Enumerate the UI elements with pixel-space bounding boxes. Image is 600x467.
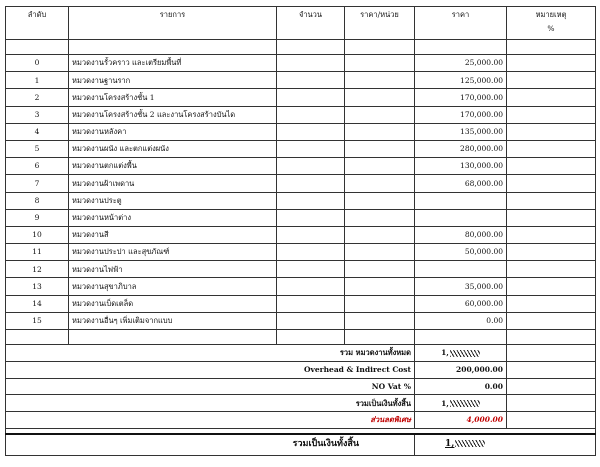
- item-name: หมวดงานสุขาภิบาล: [69, 278, 277, 295]
- summary-discount-label: ส่วนลดพิเศษ: [6, 412, 415, 429]
- item-no: 10: [6, 226, 69, 243]
- summary-subtotal-value: 1,: [441, 398, 449, 408]
- summary-vat-value: 0.00: [415, 378, 507, 395]
- header-item: รายการ: [69, 7, 277, 40]
- table-row: [6, 123, 596, 140]
- summary-vat-row: [6, 378, 596, 395]
- item-no: 1: [6, 72, 69, 89]
- item-price: [415, 192, 507, 209]
- item-price: [415, 209, 507, 226]
- table-row: [6, 106, 596, 123]
- table-row: [6, 158, 596, 175]
- summary-overhead-value: 200,000.00: [415, 361, 507, 378]
- summary-subtotal-label: รวมเป็นเงินทั้งสิ้น: [6, 395, 415, 412]
- item-no: 12: [6, 261, 69, 278]
- grand-total-value: 1,: [445, 439, 455, 450]
- item-name: หมวดงานโครงสร้างชั้น 1: [69, 89, 277, 106]
- header-qty: จำนวน: [277, 7, 345, 40]
- summary-total-cell: [415, 345, 507, 362]
- item-name: หมวดงานอื่นๆ เพิ่มเติมจากแบบ: [69, 312, 277, 329]
- item-name: หมวดงานไฟฟ้า: [69, 261, 277, 278]
- item-price: 170,000.00: [415, 89, 507, 106]
- redaction-scribble: [450, 400, 480, 407]
- header-unit-price: ราคา/หน่วย: [345, 7, 415, 40]
- item-name: หมวดงานประปา และสุขภัณฑ์: [69, 244, 277, 261]
- summary-subtotal-cell: [415, 395, 507, 412]
- item-price: 125,000.00: [415, 72, 507, 89]
- header-remark-unit: %: [547, 23, 555, 33]
- summary-discount-value: 4,000.00: [415, 412, 507, 429]
- summary-total-label: รวม หมวดงานทั้งหมด: [6, 345, 415, 362]
- table-row: [6, 192, 596, 209]
- summary-total-row: [6, 345, 596, 362]
- item-price: 170,000.00: [415, 106, 507, 123]
- item-name: หมวดงานเบ็ดเตล็ด: [69, 295, 277, 312]
- table-row: [6, 226, 596, 243]
- header-no: ลำดับ: [6, 7, 69, 40]
- table-row: [6, 72, 596, 89]
- item-no: 8: [6, 192, 69, 209]
- table-row: [6, 55, 596, 72]
- summary-subtotal-row: [6, 395, 596, 412]
- boq-table: [5, 6, 596, 456]
- item-no: 11: [6, 244, 69, 261]
- grand-total-row: [6, 434, 596, 456]
- header-price: ราคา: [415, 7, 507, 40]
- item-no: 3: [6, 106, 69, 123]
- item-name: หมวดงานหน้าต่าง: [69, 209, 277, 226]
- item-price: [415, 261, 507, 278]
- table-row-spacer: [6, 40, 596, 55]
- item-name: หมวดงานรั้วคราว และเตรียมพื้นที่: [69, 55, 277, 72]
- item-no: 2: [6, 89, 69, 106]
- item-price: 130,000.00: [415, 158, 507, 175]
- table-row-spacer: [6, 330, 596, 345]
- redaction-scribble: [450, 350, 480, 357]
- item-name: หมวดงานประตู: [69, 192, 277, 209]
- item-price: 60,000.00: [415, 295, 507, 312]
- table-row: [6, 261, 596, 278]
- item-no: 0: [6, 55, 69, 72]
- item-no: 15: [6, 312, 69, 329]
- item-price: 135,000.00: [415, 123, 507, 140]
- table-row: [6, 244, 596, 261]
- item-name: หมวดงานฝ้าเพดาน: [69, 175, 277, 192]
- summary-vat-label: NO Vat %: [6, 378, 415, 395]
- grand-total-cell: [415, 434, 596, 456]
- item-price: 35,000.00: [415, 278, 507, 295]
- table-row: [6, 295, 596, 312]
- item-no: 4: [6, 123, 69, 140]
- header-remark-label: หมายเหตุ: [535, 10, 567, 19]
- item-no: 7: [6, 175, 69, 192]
- item-no: 5: [6, 140, 69, 157]
- summary-discount-row: [6, 412, 596, 429]
- item-no: 13: [6, 278, 69, 295]
- summary-total-value: 1,: [441, 348, 449, 358]
- item-no: 9: [6, 209, 69, 226]
- item-name: หมวดงานสี: [69, 226, 277, 243]
- header-remark: [507, 7, 596, 40]
- table-row: [6, 140, 596, 157]
- summary-overhead-label: Overhead & Indirect Cost: [6, 361, 415, 378]
- table-row: [6, 278, 596, 295]
- item-price: 80,000.00: [415, 226, 507, 243]
- item-price: 0.00: [415, 312, 507, 329]
- item-price: 68,000.00: [415, 175, 507, 192]
- item-price: 50,000.00: [415, 244, 507, 261]
- item-no: 14: [6, 295, 69, 312]
- header-row: [6, 7, 596, 40]
- table-row: [6, 209, 596, 226]
- table-row: [6, 89, 596, 106]
- table-row: [6, 175, 596, 192]
- item-name: หมวดงานโครงสร้างชั้น 2 และงานโครงสร้างบันได: [69, 106, 277, 123]
- item-no: 6: [6, 158, 69, 175]
- item-name: หมวดงานฐานราก: [69, 72, 277, 89]
- table-row: [6, 312, 596, 329]
- redaction-scribble: [455, 440, 485, 447]
- grand-total-label: รวมเป็นเงินทั้งสิ้น: [6, 434, 415, 456]
- item-name: หมวดงานหลังคา: [69, 123, 277, 140]
- item-price: 25,000.00: [415, 55, 507, 72]
- item-name: หมวดงานผนัง และตกแต่งผนัง: [69, 140, 277, 157]
- item-price: 280,000.00: [415, 140, 507, 157]
- summary-overhead-row: [6, 361, 596, 378]
- item-name: หมวดงานตกแต่งพื้น: [69, 158, 277, 175]
